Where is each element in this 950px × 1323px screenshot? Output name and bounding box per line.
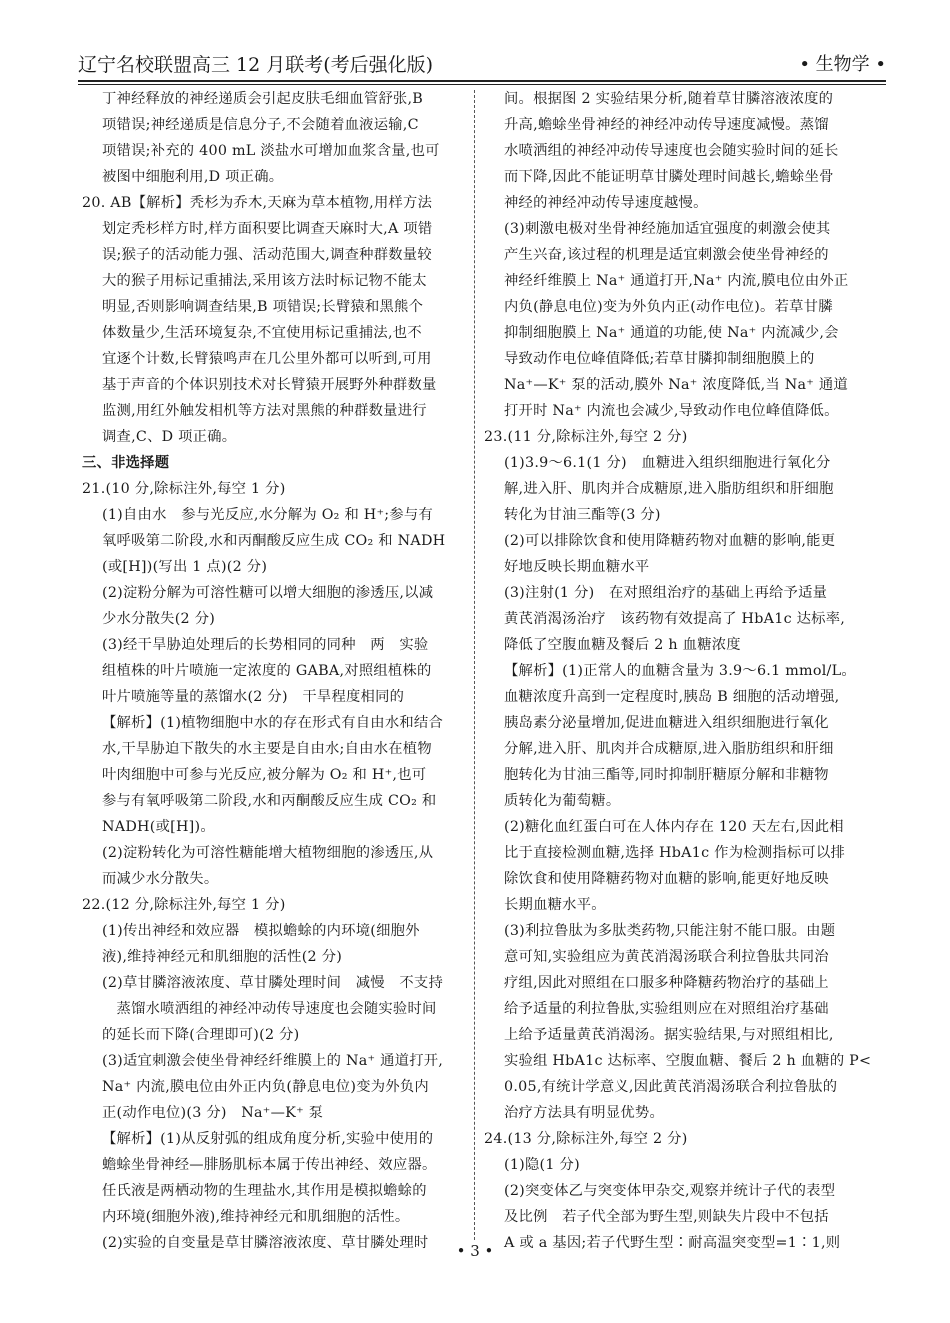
text-line: 导致动作电位峰值降低;若草甘膦抑制细胞膜上的 [504,351,815,367]
text-line: (2)糖化血红蛋白可在人体内存在 120 天左右,因此相 [504,819,844,835]
text-line: 比于直接检测血糖,选择 HbA1c 作为检测指标可以排 [504,845,846,861]
text-line: (2)草甘膦溶液浓度、草甘膦处理时间 减慢 不支持 [102,975,444,991]
text-line: 液),维持神经元和肌细胞的活性(2 分) [102,949,343,965]
page-header [78,52,886,82]
text-line: (3)经干旱胁迫处理后的长势相同的同种 两 实验 [102,637,429,653]
text-line: 解,进入肝、肌肉并合成糖原,进入脂肪组织和肝细胞 [504,481,834,497]
text-line: 神经纤维膜上 Na⁺ 通道打开,Na⁺ 内流,膜电位由外正 [504,273,849,289]
text-line: 升高,蟾蜍坐骨神经的神经冲动传导速度减慢。蒸馏 [504,117,829,133]
text-line: (3)刺激电极对坐骨神经施加适宜强度的刺激会使其 [504,221,831,237]
text-line: 监测,用红外触发相机等方法对黑熊的种群数量进行 [102,403,427,419]
text-line: 产生兴奋,该过程的机理是适宜刺激会使坐骨神经的 [504,247,829,263]
text-line: 22.(12 分,除标注外,每空 1 分) [82,897,286,913]
text-line: 大的猴子用标记重捕法,采用该方法时标记物不能太 [102,273,427,289]
text-line: 质转化为葡萄糖。 [504,793,621,809]
text-line: 参与有氧呼吸第二阶段,水和丙酮酸反应生成 CO₂ 和 [102,793,437,809]
header-rule-thin [78,84,886,85]
text-line: (3)利拉鲁肽为多肽类药物,只能注射不能口服。由题 [504,923,836,939]
text-line: 基于声音的个体识别技术对长臂猿开展野外种群数量 [102,377,437,393]
text-line: 氧呼吸第二阶段,水和丙酮酸反应生成 CO₂ 和 NADH [102,533,446,549]
text-line: 胰岛素分泌量增加,促进血糖进入组织细胞进行氧化 [504,715,829,731]
text-line: 【解析】(1)植物细胞中水的存在形式有自由水和结合 [102,715,444,731]
text-line: (或[H])(写出 1 点)(2 分) [102,559,268,575]
text-line: 的延长而下降(合理即可)(2 分) [102,1027,300,1043]
text-line: (1)自由水 参与光反应,水分解为 O₂ 和 H⁺;参与有 [102,507,434,523]
text-line: 降低了空腹血糖及餐后 2 h 血糖浓度 [504,637,741,653]
text-line: (2)实验的自变量是草甘膦溶液浓度、草甘膦处理时 [102,1235,429,1251]
text-line: 三、非选择题 [82,455,170,471]
text-line: 打开时 Na⁺ 内流也会减少,导致动作电位峰值降低。 [504,403,839,419]
text-line: 转化为甘油三酯等(3 分) [504,507,661,523]
text-line: 内负(静息电位)变为外负内正(动作电位)。若草甘膦 [504,299,833,315]
text-line: (2)突变体乙与突变体甲杂交,观察并统计子代的表型 [504,1183,836,1199]
text-line: 长期血糖水平。 [504,897,606,913]
left-column [82,86,484,1256]
text-line: (3)适宜刺激会使坐骨神经纤维膜上的 Na⁺ 通道打开, [102,1053,444,1069]
text-line: 分解,进入肝、肌肉并合成糖原,进入脂肪组织和肝细 [504,741,834,757]
text-line: 被图中细胞利用,D 项正确。 [102,169,284,185]
text-line: 划定秃杉样方时,样方面积要比调查天麻时大,A 项错 [102,221,433,237]
text-line: (2)淀粉转化为可溶性糖能增大植物细胞的渗透压,从 [102,845,434,861]
text-line: 项错误;神经递质是信息分子,不会随着血液运输,C [102,117,419,133]
text-line: 24.(13 分,除标注外,每空 2 分) [484,1131,688,1147]
text-line: 组植株的叶片喷施一定浓度的 GABA,对照组植株的 [102,663,432,679]
text-line: 0.05,有统计学意义,因此黄芪消渴汤联合利拉鲁肽的 [504,1079,838,1095]
text-line: 误;猴子的活动能力强、活动范围大,调查种群数量较 [102,247,432,263]
text-line: 血糖浓度升高到一定程度时,胰岛 B 细胞的活动增强, [504,689,840,705]
text-line: 少水分散失(2 分) [102,611,216,627]
text-line: Na⁺—K⁺ 泵的活动,膜外 Na⁺ 浓度降低,当 Na⁺ 通道 [504,377,848,393]
text-line: NADH(或[H])。 [102,819,215,835]
text-line: 丁神经释放的神经递质会引起皮肤毛细血管舒张,B [102,91,424,107]
text-line: 实验组 HbA1c 达标率、空腹血糖、餐后 2 h 血糖的 P< [504,1053,872,1069]
text-line: 好地反映长期血糖水平 [504,559,650,575]
text-line: 及比例 若子代全部为野生型,则缺失片段中不包括 [504,1209,829,1225]
text-line: 叶肉细胞中可参与光反应,被分解为 O₂ 和 H⁺,也可 [102,767,427,783]
page-number: • 3 • [456,1242,494,1260]
text-line: 而下降,因此不能证明草甘膦处理时间越长,蟾蜍坐骨 [504,169,834,185]
text-line: Na⁺ 内流,膜电位由外正内负(静息电位)变为外负内 [102,1079,429,1095]
text-line: 任氏液是两栖动物的生理盐水,其作用是模拟蟾蜍的 [102,1183,427,1199]
text-line: 叶片喷施等量的蒸馏水(2 分) 干旱程度相同的 [102,689,405,705]
text-line: 胞转化为甘油三酯等,同时抑制肝糖原分解和非糖物 [504,767,829,783]
text-line: 蟾蜍坐骨神经—腓肠肌标本属于传出神经、效应器。 [102,1157,437,1173]
text-line: 宜逐个计数,长臂猿鸣声在几公里外都可以听到,可用 [102,351,432,367]
text-line: 而减少水分散失。 [102,871,219,887]
text-line: 水,干旱胁迫下散失的水主要是自由水;自由水在植物 [102,741,432,757]
text-line: 上给予适量黄芪消渴汤。据实验结果,与对照组相比, [504,1027,834,1043]
text-line: 【解析】(1)正常人的血糖含量为 3.9～6.1 mmol/L。 [504,663,856,679]
header-title: 辽宁名校联盟高三 12 月联考(考后强化版) [78,54,434,76]
text-line: 20. AB【解析】秃杉为乔木,天麻为草本植物,用样方法 [82,195,433,211]
text-line: 黄芪消渴汤治疗 该药物有效提高了 HbA1c 达标率, [504,611,846,627]
text-line: 抑制细胞膜上 Na⁺ 通道的功能,使 Na⁺ 内流减少,会 [504,325,839,341]
text-line: 治疗方法具有明显优势。 [504,1105,665,1121]
text-line: 神经的神经冲动传导速度越慢。 [504,195,708,211]
text-line: 内环境(细胞外液),维持神经元和肌细胞的活性。 [102,1209,410,1225]
text-line: (1)3.9～6.1(1 分) 血糖进入组织细胞进行氧化分 [504,455,831,471]
text-line: 间。根据图 2 实验结果分析,随着草甘膦溶液浓度的 [504,91,834,107]
text-line: (2)可以排除饮食和使用降糖药物对血糖的影响,能更 [504,533,836,549]
text-line: 正(动作电位)(3 分) Na⁺—K⁺ 泵 [102,1105,324,1121]
text-line: 21.(10 分,除标注外,每空 1 分) [82,481,286,497]
text-line: 意可知,实验组应为黄芪消渴汤联合利拉鲁肽共同治 [504,949,829,965]
header-rule [78,80,886,82]
text-line: 水喷洒组的神经冲动传导速度也会随实验时间的延长 [504,143,839,159]
text-line: 给予适量的利拉鲁肽,实验组则应在对照组治疗基础 [504,1001,829,1017]
text-line: (3)注射(1 分) 在对照组治疗的基础上再给予适量 [504,585,828,601]
text-line: (2)淀粉分解为可溶性糖可以增大细胞的渗透压,以减 [102,585,434,601]
right-column [484,86,886,1256]
text-line: 调查,C、D 项正确。 [102,429,237,445]
text-line: (1)隐(1 分) [504,1157,580,1173]
text-line: 23.(11 分,除标注外,每空 2 分) [484,429,688,445]
text-line: 项错误;补充的 400 mL 淡盐水可增加血浆含量,也可 [102,143,440,159]
text-line: (1)传出神经和效应器 模拟蟾蜍的内环境(细胞外 [102,923,420,939]
text-line: A 或 a 基因;若子代野生型∶耐高温突变型=1∶1,则 [504,1235,841,1251]
text-line: 蒸馏水喷洒组的神经冲动传导速度也会随实验时间 [102,1001,437,1017]
text-line: 疗组,因此对照组在口服多种降糖药物治疗的基础上 [504,975,829,991]
text-line: 【解析】(1)从反射弧的组成角度分析,实验中使用的 [102,1131,434,1147]
header-subject: • 生物学 • [799,54,886,75]
text-line: 体数量少,生活环境复杂,不宜使用标记重捕法,也不 [102,325,422,341]
column-divider [474,90,475,1240]
text-line: 除饮食和使用降糖药物对血糖的影响,能更好地反映 [504,871,829,887]
text-line: 明显,否则影响调查结果,B 项错误;长臂猿和黑熊个 [102,299,424,315]
